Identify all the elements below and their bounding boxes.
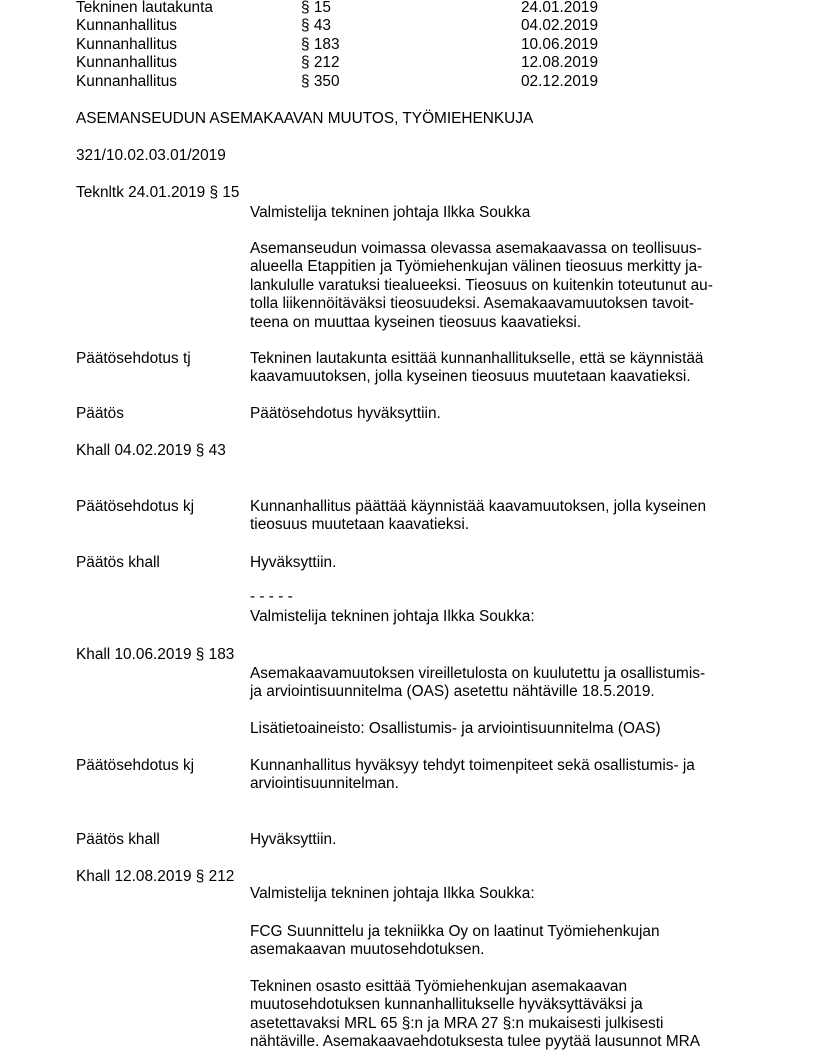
history-section: § 183	[301, 36, 340, 53]
plan-paragraph	[250, 923, 750, 960]
history-body: Kunnanhallitus	[76, 17, 177, 34]
history-body: Kunnanhallitus	[76, 73, 177, 90]
paragraph-line: nähtäville. Asemakaavaehdotuksesta tulee pyytää lausunnot MRA	[250, 1033, 701, 1051]
paragraph-line: Kunnanhallitus hyväksyy tehdyt toimenpiteet sekä osallistumis- ja	[250, 757, 695, 774]
proposal-label: Päätösehdotus tj	[76, 350, 191, 367]
background-paragraph	[250, 240, 750, 332]
history-date: 12.08.2019	[521, 54, 599, 71]
paragraph-line: muutosehdotuksen kunnanhallitukselle hyväksyttäväksi ja	[250, 996, 643, 1014]
history-section: § 212	[301, 54, 340, 71]
decision-text: Päätösehdotus hyväksyttiin.	[250, 405, 441, 422]
history-date: 02.12.2019	[521, 73, 599, 90]
proposal-label: Päätösehdotus kj	[76, 498, 195, 515]
document-title: ASEMANSEUDUN ASEMAKAAVAN MUUTOS, TYÖMIEHENKUJA	[76, 110, 534, 127]
paragraph-line: asemakaavan muutosehdotuksen.	[250, 941, 485, 959]
history-body: Kunnanhallitus	[76, 54, 177, 71]
proposal-text	[250, 350, 750, 387]
tekn-meeting-header: Teknltk 24.01.2019 § 15	[76, 184, 240, 201]
history-body: Kunnanhallitus	[76, 36, 177, 53]
paragraph-line: Asemakaavamuutoksen vireilletulosta on kuulutettu ja osallistumis-	[250, 665, 706, 682]
preparer-line: Valmistelija tekninen johtaja Ilkka Soukka:	[250, 608, 535, 625]
preparer-line: Valmistelija tekninen johtaja Ilkka Soukka	[250, 204, 531, 221]
paragraph-line: alueella Etappitien ja Työmiehenkujan välinen tieosuus merkitty ja-	[250, 258, 703, 276]
paragraph-line: ja arviointisuunnitelma (OAS) asetettu nähtäville 18.5.2019.	[250, 683, 655, 701]
history-body: Tekninen lautakunta	[76, 0, 213, 16]
history-section: § 43	[301, 17, 331, 34]
decision-label: Päätös	[76, 405, 124, 422]
status-paragraph	[250, 665, 750, 702]
paragraph-line: tieosuus muutetaan kaavatieksi.	[250, 516, 470, 534]
paragraph-line: Tekninen lautakunta esittää kunnanhallitukselle, että se käynnistää	[250, 350, 704, 367]
paragraph-line: arviointisuunnitelman.	[250, 775, 399, 793]
decision-label: Päätös khall	[76, 554, 160, 571]
paragraph-line: Tekninen osasto esittää Työmiehenkujan asemakaavan	[250, 978, 628, 995]
paragraph-line: Asemanseudun voimassa olevassa asemakaavassa on teollisuus-	[250, 240, 702, 257]
history-section: § 350	[301, 73, 340, 90]
separator: - - - - -	[250, 588, 293, 605]
paragraph-line: lankululle varatuksi tiealueeksi. Tieosuus on kuitenkin toteutunut au-	[250, 276, 713, 294]
decision-label: Päätös khall	[76, 831, 160, 848]
khall-meeting-header: Khall 12.08.2019 § 212	[76, 868, 235, 885]
preparer-line: Valmistelija tekninen johtaja Ilkka Soukka:	[250, 885, 535, 902]
proposal-label: Päätösehdotus kj	[76, 757, 195, 774]
paragraph-line: Kunnanhallitus päättää käynnistää kaavamuutoksen, jolla kyseinen	[250, 498, 707, 515]
history-date: 24.01.2019	[521, 0, 599, 16]
paragraph-line: tolla liikennöitäväksi tieosuudeksi. Asemakaavamuutoksen tavoit-	[250, 295, 694, 313]
proposal-text	[250, 498, 750, 535]
paragraph-line: FCG Suunnittelu ja tekniikka Oy on laatinut Työmiehenkujan	[250, 923, 660, 940]
khall-meeting-header: Khall 10.06.2019 § 183	[76, 646, 235, 663]
paragraph-line: kaavamuutoksen, jolla kyseinen tieosuus muutetaan kaavatieksi.	[250, 368, 691, 386]
history-section: § 15	[301, 0, 331, 16]
proposal-paragraph	[250, 978, 750, 1052]
history-date: 10.06.2019	[521, 36, 599, 53]
attachment-note: Lisätietoaineisto: Osallistumis- ja arviointisuunnitelma (OAS)	[250, 720, 661, 737]
khall-meeting-header: Khall 04.02.2019 § 43	[76, 442, 226, 459]
record-number: 321/10.02.03.01/2019	[76, 147, 226, 164]
decision-text: Hyväksyttiin.	[250, 831, 337, 848]
proposal-text	[250, 757, 750, 794]
paragraph-line: teena on muuttaa kyseinen tieosuus kaavatieksi.	[250, 313, 582, 331]
paragraph-line: asetettavaksi MRL 65 §:n ja MRA 27 §:n mukaisesti julkisesti	[250, 1014, 664, 1032]
decision-text: Hyväksyttiin.	[250, 554, 337, 571]
history-date: 04.02.2019	[521, 17, 599, 34]
